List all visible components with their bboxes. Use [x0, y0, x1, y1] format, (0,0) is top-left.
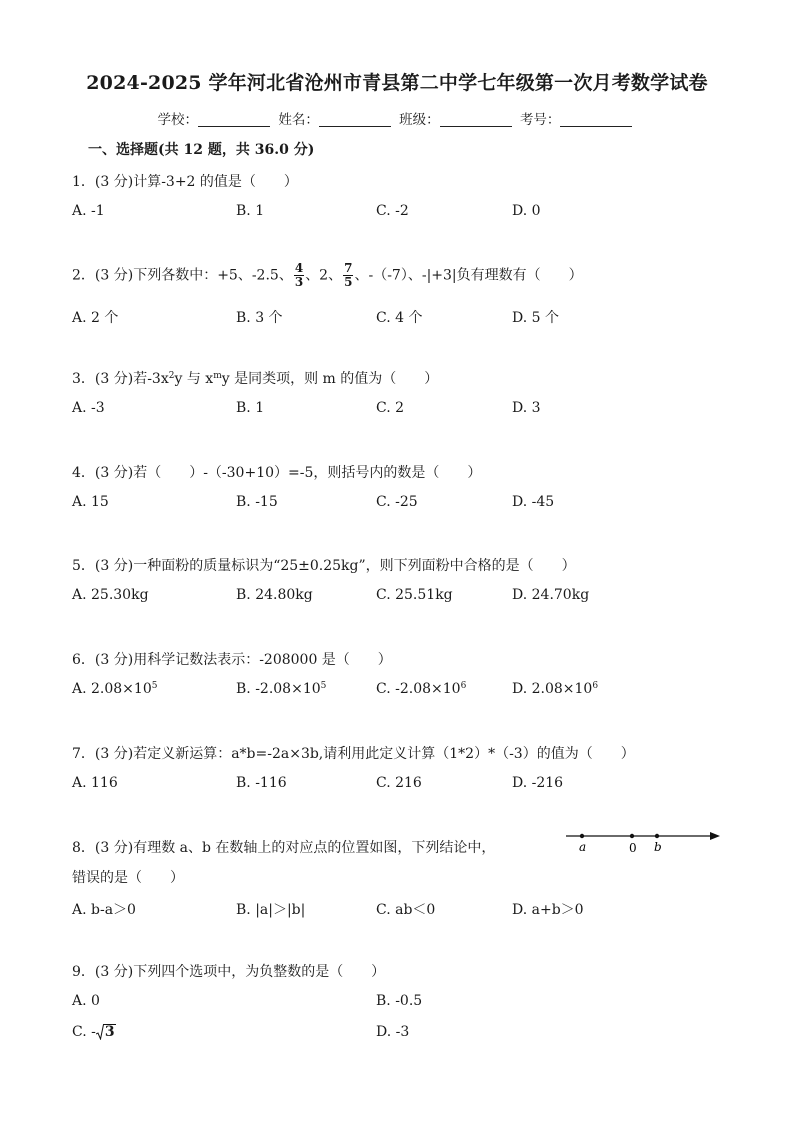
label-b: b: [654, 840, 662, 854]
q2-option-d[interactable]: D. 5 个: [512, 310, 559, 326]
q2-stem-end: 、-（-7）、-|+3|负有理数有（ ）: [354, 267, 583, 284]
fraction-numerator: 7: [344, 261, 353, 275]
question-2-stem: [72, 262, 583, 289]
question-5-stem: 5．(3 分)一种面粉的质量标识为“25±0.25kg”，则下列面粉中合格的是（ ）: [72, 558, 576, 574]
question-1-stem: 1．(3 分)计算-3+2 的值是（ ）: [72, 174, 298, 190]
point-b-dot: [655, 834, 659, 838]
name-label: 姓名：: [278, 112, 319, 128]
exam-number-label: 考号：: [519, 112, 561, 128]
exponent: 5: [320, 681, 327, 691]
q7-option-d[interactable]: D. -216: [512, 775, 564, 791]
point-a-dot: [580, 834, 584, 838]
question-9-stem: 9．(3 分)下列四个选项中，为负整数的是（ ）: [72, 964, 386, 980]
q6-option-c[interactable]: [376, 681, 466, 697]
radical-sign-icon: [96, 1024, 104, 1040]
radicand: 3: [104, 1024, 115, 1040]
q3-stem-part-b: y 与 x: [174, 371, 214, 387]
q8-option-d[interactable]: D. a+b＞0: [512, 902, 584, 918]
q2-stem-middle: 、2、: [305, 267, 343, 284]
fraction-denominator: 5: [344, 275, 353, 289]
q4-option-b[interactable]: B. -15: [236, 494, 278, 510]
school-label: 学校：: [157, 112, 199, 128]
q9-option-a[interactable]: A. 0: [72, 993, 100, 1009]
exponent: 5: [151, 681, 158, 691]
exam-title: 2024-2025 学年河北省沧州市青县第二中学七年级第一次月考数学试卷: [86, 72, 708, 94]
option-base: C. -2.08×10: [376, 681, 461, 697]
fraction-seven-fifths: [343, 262, 353, 289]
fraction-four-thirds: [294, 262, 304, 289]
number-line-figure: [560, 826, 726, 858]
fraction-denominator: 3: [294, 275, 304, 289]
school-blank[interactable]: [198, 112, 270, 127]
question-4-stem: 4．(3 分)若（ ）-（-30+10）=-5，则括号内的数是（ ）: [72, 465, 482, 481]
student-info-row: [0, 108, 794, 128]
q9-option-d[interactable]: D. -3: [376, 1024, 410, 1040]
label-a: a: [579, 840, 587, 854]
q4-option-a[interactable]: A. 15: [72, 494, 109, 510]
q3-option-b[interactable]: B. 1: [236, 400, 265, 416]
exponent: 6: [460, 681, 467, 691]
question-8-stem-line1: 8．(3 分)有理数 a、b 在数轴上的对应点的位置如图，下列结论中，: [72, 840, 496, 856]
q1-option-a[interactable]: A. -1: [72, 203, 105, 219]
q8-option-c[interactable]: C. ab＜0: [376, 902, 436, 918]
q3-stem-part-a: 3．(3 分)若-3x: [72, 371, 169, 387]
q3-option-a[interactable]: A. -3: [72, 400, 105, 416]
q3-option-c[interactable]: C. 2: [376, 400, 405, 416]
exam-number-blank[interactable]: [560, 112, 632, 127]
q1-option-b[interactable]: B. 1: [236, 203, 265, 219]
exponent: 2: [168, 371, 175, 381]
q5-option-a[interactable]: A. 25.30kg: [72, 587, 149, 603]
q1-option-c[interactable]: C. -2: [376, 203, 409, 219]
q7-option-c[interactable]: C. 216: [376, 775, 422, 791]
option-base: D. 2.08×10: [512, 681, 593, 697]
q7-option-a[interactable]: A. 116: [72, 775, 118, 791]
q4-option-c[interactable]: C. -25: [376, 494, 418, 510]
q5-option-d[interactable]: D. 24.70kg: [512, 587, 590, 603]
option-base: A. 2.08×10: [72, 681, 152, 697]
question-8-stem-line2: 错误的是（ ）: [72, 870, 184, 886]
q2-option-b[interactable]: B. 3 个: [236, 310, 283, 326]
q2-option-a[interactable]: A. 2 个: [72, 310, 119, 326]
q2-stem-start: 2．(3 分)下列各数中：+5、-2.5、: [72, 267, 293, 284]
name-blank[interactable]: [319, 112, 391, 127]
class-label: 班级：: [399, 112, 440, 128]
question-6-stem: 6．(3 分)用科学记数法表示：-208000 是（ ）: [72, 652, 392, 668]
q9-option-b[interactable]: B. -0.5: [376, 993, 423, 1009]
section-title: 一、选择题(共 12 题，共 36.0 分): [88, 142, 315, 158]
q6-option-d[interactable]: [512, 681, 598, 697]
option-prefix: C. -: [72, 1024, 96, 1040]
q8-option-a[interactable]: A. b-a＞0: [72, 902, 136, 918]
q6-option-b[interactable]: [236, 681, 326, 697]
q1-option-d[interactable]: D. 0: [512, 203, 541, 219]
q9-option-c[interactable]: [72, 1024, 116, 1040]
exponent: 6: [592, 681, 599, 691]
q4-option-d[interactable]: D. -45: [512, 494, 555, 510]
point-zero-dot: [630, 834, 634, 838]
q3-stem-part-c: y 是同类项，则 m 的值为（ ）: [221, 371, 439, 387]
exponent: m: [213, 371, 222, 381]
q2-option-c[interactable]: C. 4 个: [376, 310, 423, 326]
q8-option-b[interactable]: B. |a|＞|b|: [236, 902, 306, 918]
class-blank[interactable]: [440, 112, 512, 127]
q5-option-c[interactable]: C. 25.51kg: [376, 587, 453, 603]
option-base: B. -2.08×10: [236, 681, 321, 697]
question-7-stem: 7．(3 分)若定义新运算：a*b=-2a×3b,请利用此定义计算（1*2）*（-3）的值为（ ）: [72, 746, 635, 762]
fraction-numerator: 4: [294, 261, 304, 275]
square-root: [96, 1024, 116, 1040]
q7-option-b[interactable]: B. -116: [236, 775, 287, 791]
number-line-arrow-icon: [710, 832, 720, 840]
q5-option-b[interactable]: B. 24.80kg: [236, 587, 313, 603]
q3-option-d[interactable]: D. 3: [512, 400, 541, 416]
label-zero: 0: [629, 841, 637, 855]
q6-option-a[interactable]: [72, 681, 157, 697]
question-3-stem: [72, 368, 438, 388]
